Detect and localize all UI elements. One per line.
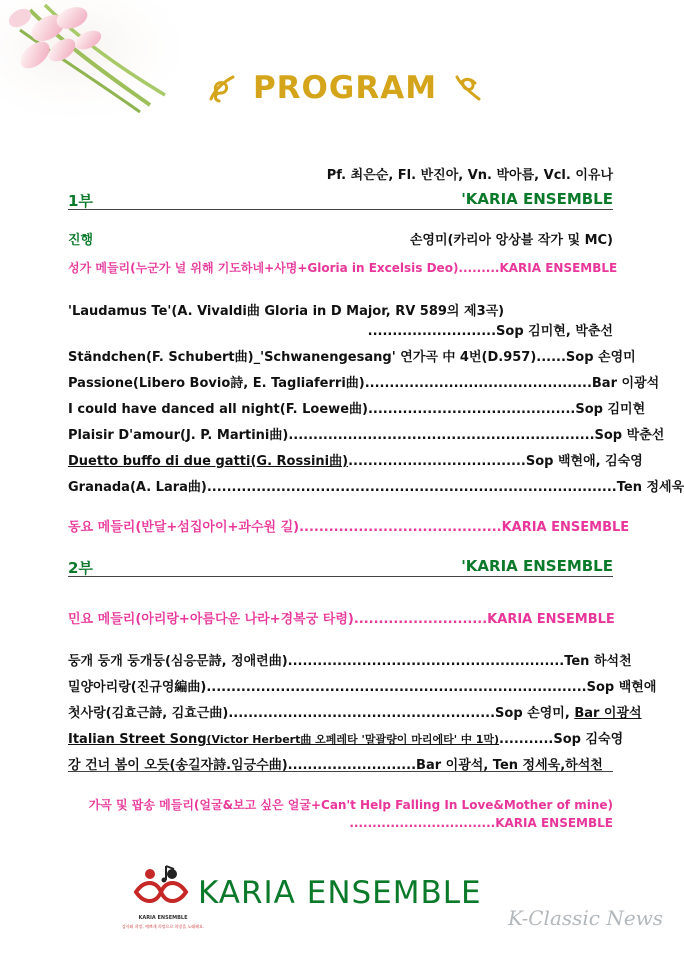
program-item: 'Laudamus Te'(A. Vivaldi曲 Gloria in D Major, RV 589의 제3곡) [68,304,505,319]
program-item-title: Italian Street Song [68,732,207,747]
part1-medley-1: 성가 메들리(누군가 널 위해 기도하네+사명+Gloria in Excelsis Deo).........KARIA ENSEMBLE [68,261,618,275]
part1-heading: 1부 [68,192,93,210]
item-underline [68,771,613,772]
program-item: Ständchen(F. Schubert曲)_'Schwanengesang' 연가곡 中 4번(D.957)......Sop 손영미 [68,350,636,365]
host-value: 손영미(카리아 앙상블 작가 및 MC) [409,233,613,248]
karia-logo [130,858,192,920]
logo-tagline: 감사와 희망, 예쁘게 희망으로 희망을 노래해요. [121,924,205,929]
program-item-performers: ...........Sop 김숙영 [499,732,624,747]
program-item [68,450,643,469]
part2-ensemble: 'KARIA ENSEMBLE [461,557,613,575]
program-item-performers: ..........................Sop 김미현, 박춘선 [367,324,613,339]
part2-divider [68,576,613,577]
program-item-performers: Bar 이광석 [574,706,642,721]
part2-medley-2-performers: ................................KARIA ENSEMBLE [349,816,613,830]
program-title-banner [200,66,490,110]
program-item: I could have danced all night(F. Loewe曲)..........................................Sop 김미현 [68,402,646,417]
part2-medley-1: 민요 메들리(아리랑+아름다운 나라+경복궁 타령)...........................KARIA ENSEMBLE [68,612,615,627]
part1-divider [68,209,613,210]
program-item: Granada(A. Lara曲)...................................................................................Ten 정세욱 [68,480,684,495]
calla-lily-decoration [0,0,185,120]
program-item: Plaisir D'amour(J. P. Martini曲)..............................................................Sop 박춘선 [68,428,665,443]
watermark-text: K-Classic News [508,906,664,930]
logo-caption: KARIA ENSEMBLE [138,915,188,921]
part2-heading: 2부 [68,559,93,577]
program-item-performers: ....................................Sop 백현애, 김숙영 [348,454,643,469]
left-swirl-ornament [205,71,239,105]
part2-medley-2: 가곡 및 팝송 메들리(얼굴&보고 싶은 얼굴+Can't Help Falling In Love&Mother of mine) [88,798,613,812]
program-item [68,702,642,721]
program-item-title: Duetto buffo di due gatti(G. Rossini曲) [68,454,349,469]
program-item: Passione(Libero Bovio詩, E. Tagliaferri曲)..............................................Bar 이광석 [68,376,660,391]
program-item: 밀양아리랑(진규영編曲).............................................................................Sop 백현애 [68,680,657,695]
page-title: PROGRAM [252,70,438,106]
right-swirl-ornament [451,71,485,105]
program-item: 강 건너 봄이 오듯(송길자詩.임긍수曲)..........................Bar 이광석, Ten 정세욱,하석천 [68,758,603,773]
program-item-note: (Victor Herbert曲 오페레타 '말괄량이 마리에타' 中 1막) [206,733,500,746]
footer-ensemble-name: KARIA ENSEMBLE [198,875,482,911]
kclassic-news-watermark [508,895,673,945]
part1-medley-2: 동요 메들리(반달+섬집아이+과수원 길).........................................KARIA ENSEMBLE [68,520,630,535]
program-item: 둥개 둥개 둥개둥(심응문詩, 정애련曲)........................................................Ten 하석천 [68,654,632,669]
performers-line: Pf. 최은순, Fl. 반진아, Vn. 박아름, Vcl. 이유나 [326,168,613,183]
program-item-title: 첫사랑(김효근詩, 김효근曲)......................................................Sop 손영미, [68,706,575,721]
host-label: 진행 [68,233,94,248]
part1-ensemble: 'KARIA ENSEMBLE [461,190,613,208]
program-item [68,728,624,747]
